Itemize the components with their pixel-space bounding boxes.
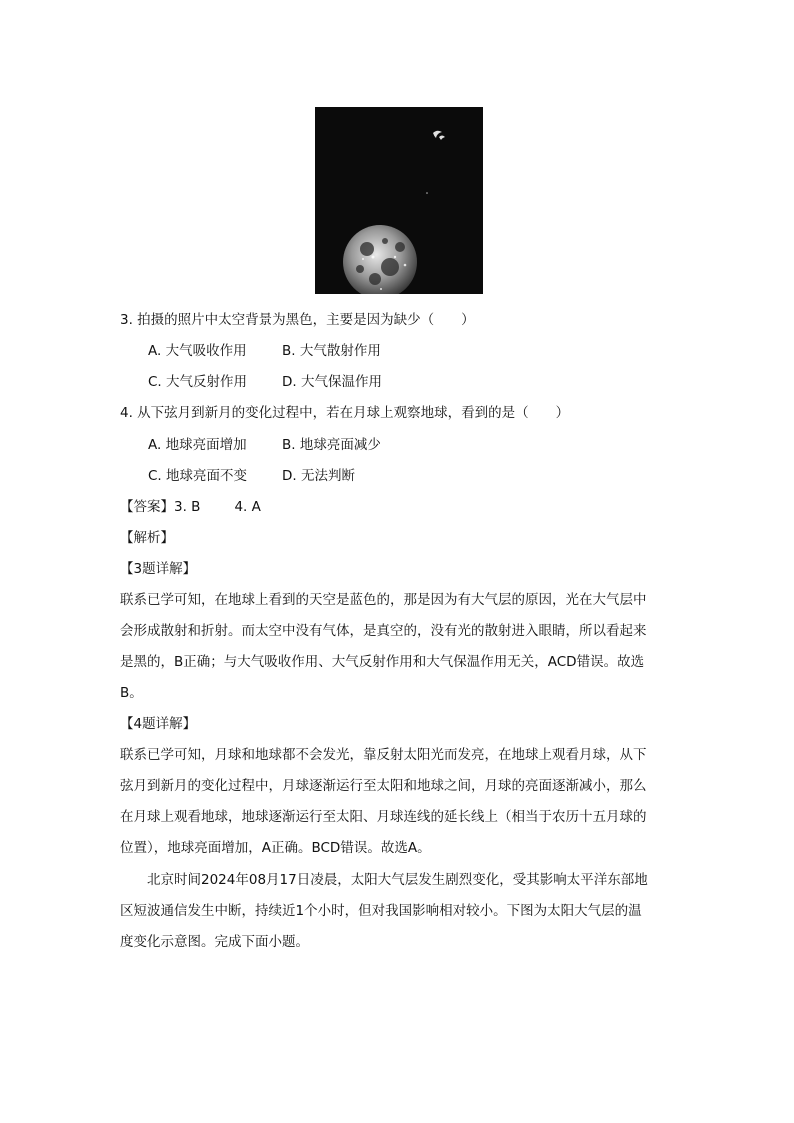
- answer-second: 4. A: [234, 499, 261, 515]
- q3-stem: 3. 拍摄的照片中太空背景为黑色，主要是因为缺少（ ）: [120, 312, 475, 328]
- intro-paragraph: [120, 865, 676, 958]
- answer-label: 【答案】3. B: [120, 499, 201, 515]
- q3-detail-line: 会形成散射和折射。而太空中没有气体，是真空的，没有光的散射进入眼睛，所以看起来: [120, 623, 647, 639]
- q3-detail-line: 联系已学可知，在地球上看到的天空是蓝色的，那是因为有大气层的原因，光在大气层中: [120, 592, 647, 608]
- q4-detail-line: 在月球上观看地球，地球逐渐运行至太阳、月球连线的延长线上（相当于农历十五月球的: [120, 809, 647, 825]
- q4-stem: 4. 从下弦月到新月的变化过程中，若在月球上观察地球，看到的是（ ）: [120, 405, 570, 421]
- q4-detail-text: [120, 740, 676, 864]
- space-image: [315, 107, 483, 294]
- q4-detail-line: 联系已学可知，月球和地球都不会发光，靠反射太阳光而发亮，在地球上观看月球，从下: [120, 747, 647, 763]
- q4-detail-label: 【4题详解】: [120, 716, 197, 732]
- q3-option-b: B. 大气散射作用: [282, 343, 381, 359]
- q3-detail-line: 是黑的，B正确；与大气吸收作用、大气反射作用和大气保温作用无关，ACD错误。故选: [120, 654, 645, 670]
- intro-line: 度变化示意图。完成下面小题。: [120, 934, 309, 950]
- q4-option-c: C. 地球亮面不变: [148, 468, 248, 484]
- analysis-label: 【解析】: [120, 530, 174, 546]
- intro-line: 北京时间2024年08月17日凌晨，太阳大气层发生剧烈变化，受其影响太平洋东部地: [120, 872, 648, 888]
- q3-detail-text: [120, 585, 676, 709]
- q4-option-a: A. 地球亮面增加: [148, 437, 247, 453]
- q4-detail-line: 位置），地球亮面增加，A正确。BCD错误。故选A。: [120, 840, 431, 856]
- q3-detail-line: B。: [120, 685, 143, 701]
- answer-line: [120, 497, 261, 517]
- q4-option-b: B. 地球亮面减少: [282, 437, 381, 453]
- q3-option-a: A. 大气吸收作用: [148, 343, 247, 359]
- earth-moon-photo: [315, 107, 483, 294]
- q3-detail-label: 【3题详解】: [120, 561, 197, 577]
- q4-detail-line: 弦月到新月的变化过程中，月球逐渐运行至太阳和地球之间，月球的亮面逐渐减小，那么: [120, 778, 647, 794]
- intro-line: 区短波通信发生中断，持续近1个小时，但对我国影响相对较小。下图为太阳大气层的温: [120, 903, 642, 919]
- q4-option-d: D. 无法判断: [282, 468, 355, 484]
- q3-option-c: C. 大气反射作用: [148, 374, 248, 390]
- q3-option-d: D. 大气保温作用: [282, 374, 382, 390]
